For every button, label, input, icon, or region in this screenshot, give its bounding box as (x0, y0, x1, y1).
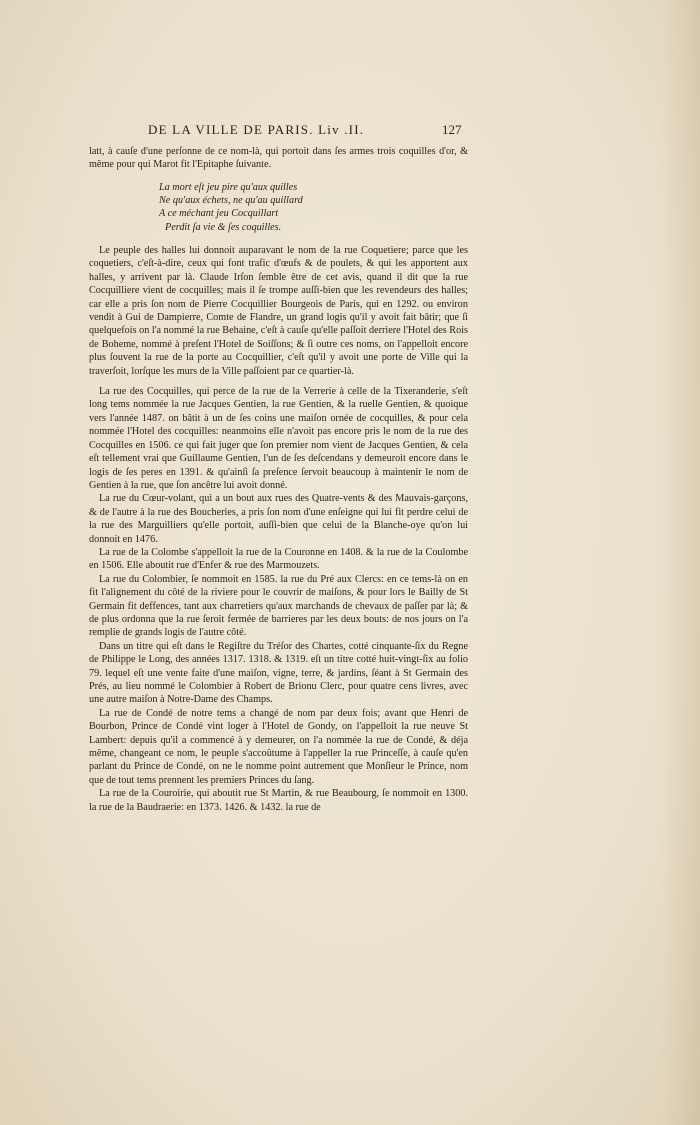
verse-line: Ne qu'aux échets, ne qu'au quillard (159, 195, 303, 207)
opening-paragraph: latt, à cauſe d'une perſonne de ce nom-là, qui portoit dans ſes armes trois coquilles d'or, & même pour qui Marot fit l'Epitaphe ſuivante. (89, 146, 468, 171)
epitaph-verse (159, 181, 468, 234)
verse-line: Perdit ſa vie & ſes coquilles. (165, 221, 282, 233)
page-number: 127 (442, 122, 462, 137)
verse-line: A ce méchant jeu Cocquillart (159, 208, 279, 220)
paragraph-rue-du-colombier: La rue du Colombier, ſe nommoit en 1585. la rue du Pré aux Clercs: en ce tems-là on en fit l'alignement du côté de la riviere pour le couvrir de maiſons, & pour lors le Bailly de St Germain fit deffences, tant aux charretiers qu'aux marchands de chevaux de paſſer par là; & de plus ordonna que la rue ſeroit fermée de barrieres par les deux bouts: de nos jours on l'a remplie de grands logis de l'autre côté. (89, 573, 468, 639)
paragraph-rue-coquetiere: Le peuple des halles lui donnoit auparavant le nom de la rue Coquetiere; parce que les coquetiers, c'eſt-à-dire, ceux qui font trafic d'œufs & de poulets, & qui les apportent aux halles, y arrivent par là. Claude Irſon ſemble être de cet avis, quand il dit que la rue Cocquilliere vient de cocquilles; mais il ſe trompe auſſi-bien que les revendeurs des halles; car elle a pris ſon nom de Pierre Cocquillier Bourgeois de Paris, qui en 1292. ou environ vendit à Gui de Dampierre, Comte de Flandre, un grand logis qu'il y avoit fait bâtir; que ſi quelquefois on l'a nommé la rue Behaine, c'eſt à cauſe qu'elle paſſoit derriere l'Hotel des Rois de Boheme, nommé à preſent l'Hotel de Soiſſons; & ſi outre ces noms, on l'appelloit encore plus ſouvent la rue de la porte au Cocquillier, c'eſt qu'il y avoit une porte de Ville qui la traverſoit, lorſque les murs de la Ville paſſoient par ce quartier-là. (89, 245, 468, 377)
paragraph-rue-des-cocquilles: La rue des Cocquilles, qui perce de la rue de la Verrerie à celle de la Tixeranderie, s'eſt long tems nommée la rue Jacques Gentien, la rue Gentien, & la ruelle Gentien, & quoique vers l'année 1487. on bâtit à un de ſes coins une maiſon ornée de cocquilles, & pour cela nommée l'Hotel des cocquilles: neanmoins elle n'avoit pas encore pris le nom de la rue des Cocquilles en 1506. ce qui fait juger que ſon premier nom vient de Jacques Gentien, & cela eſt tellement vrai que Guillaume Gentien, l'un de ſes deſcendans y demeuroit encore dans le logis de ſes peres en 1391. & qu'ainſi ſa preſence ſervoit beaucoup à maintenir le nom de Gentien à la rue, que ſon ancêtre lui avoit donné. (89, 386, 468, 491)
paragraph-rue-de-la-colombe: La rue de la Colombe s'appelloit la rue de la Couronne en 1408. & la rue de la Coulombe en 1506. Elle aboutit rue d'Enfer & rue des Marmouzets. (89, 546, 468, 572)
running-head: DE LA VILLE DE PARIS. Liv .II. (148, 122, 365, 137)
body-text (89, 145, 468, 814)
page-header (148, 122, 464, 140)
paragraph-rue-de-conde: La rue de Condé de notre tems a changé de nom par deux fois; avant que Henri de Bourbon, Prince de Condé vint loger à l'Hotel de Gondy, on l'appelloit la rue neuve St Lambert: depuis qu'il a commencé à y demeurer, on l'a nommée la rue de Condé, & déja même, changeant ce nom, le peuple s'accoûtume à l'appeller la rue Princeſſe, à cauſe qu'en parlant du Prince de Condé, on ne le nomme point autrement que Monſieur le Prince, nom que de tout tems prennent les premiers Princes du ſang. (89, 707, 468, 786)
paragraph-rue-du-coeur-volant: La rue du Cœur-volant, qui a un bout aux rues des Quatre-vents & des Mauvais-garçons, & de l'autre à la rue des Boucheries, a pris ſon nom d'une enſeigne qui lui fit perdre celui de la rue des Marguilliers qu'elle portoit, auſſi-bien que celui de la Blanche-oye qu'on lui donnoit en 1476. (89, 493, 468, 545)
verse-line: La mort eſt jeu pire qu'aux quilles (159, 181, 298, 193)
paragraph-rue-de-la-couroirie: La rue de la Couroirie, qui aboutit rue St Martin, & rue Beaubourg, ſe nommoit en 1300. la rue de la Baudraerie: en 1373. 1426. & 1432. la rue de (89, 788, 468, 813)
paragraph-tresor-des-chartes: Dans un titre qui eſt dans le Regiſtre du Tréſor des Chartes, cotté cinquante-ſix du Regne de Philippe le Long, des années 1317. 1318. & 1319. eſt un titre cotté huit-vingt-ſix au folio 79. lequel eſt une vente faite d'une maiſon, vigne, terre, & jardins, ſéant à St Germain des Prés, au lieu nommé le Colombier à Robert de Brionu Clerc, pour quatre cens livres, avec une autre maiſon à Notre-Dame des Champs. (89, 640, 468, 706)
page-edge-stain (660, 0, 700, 1125)
